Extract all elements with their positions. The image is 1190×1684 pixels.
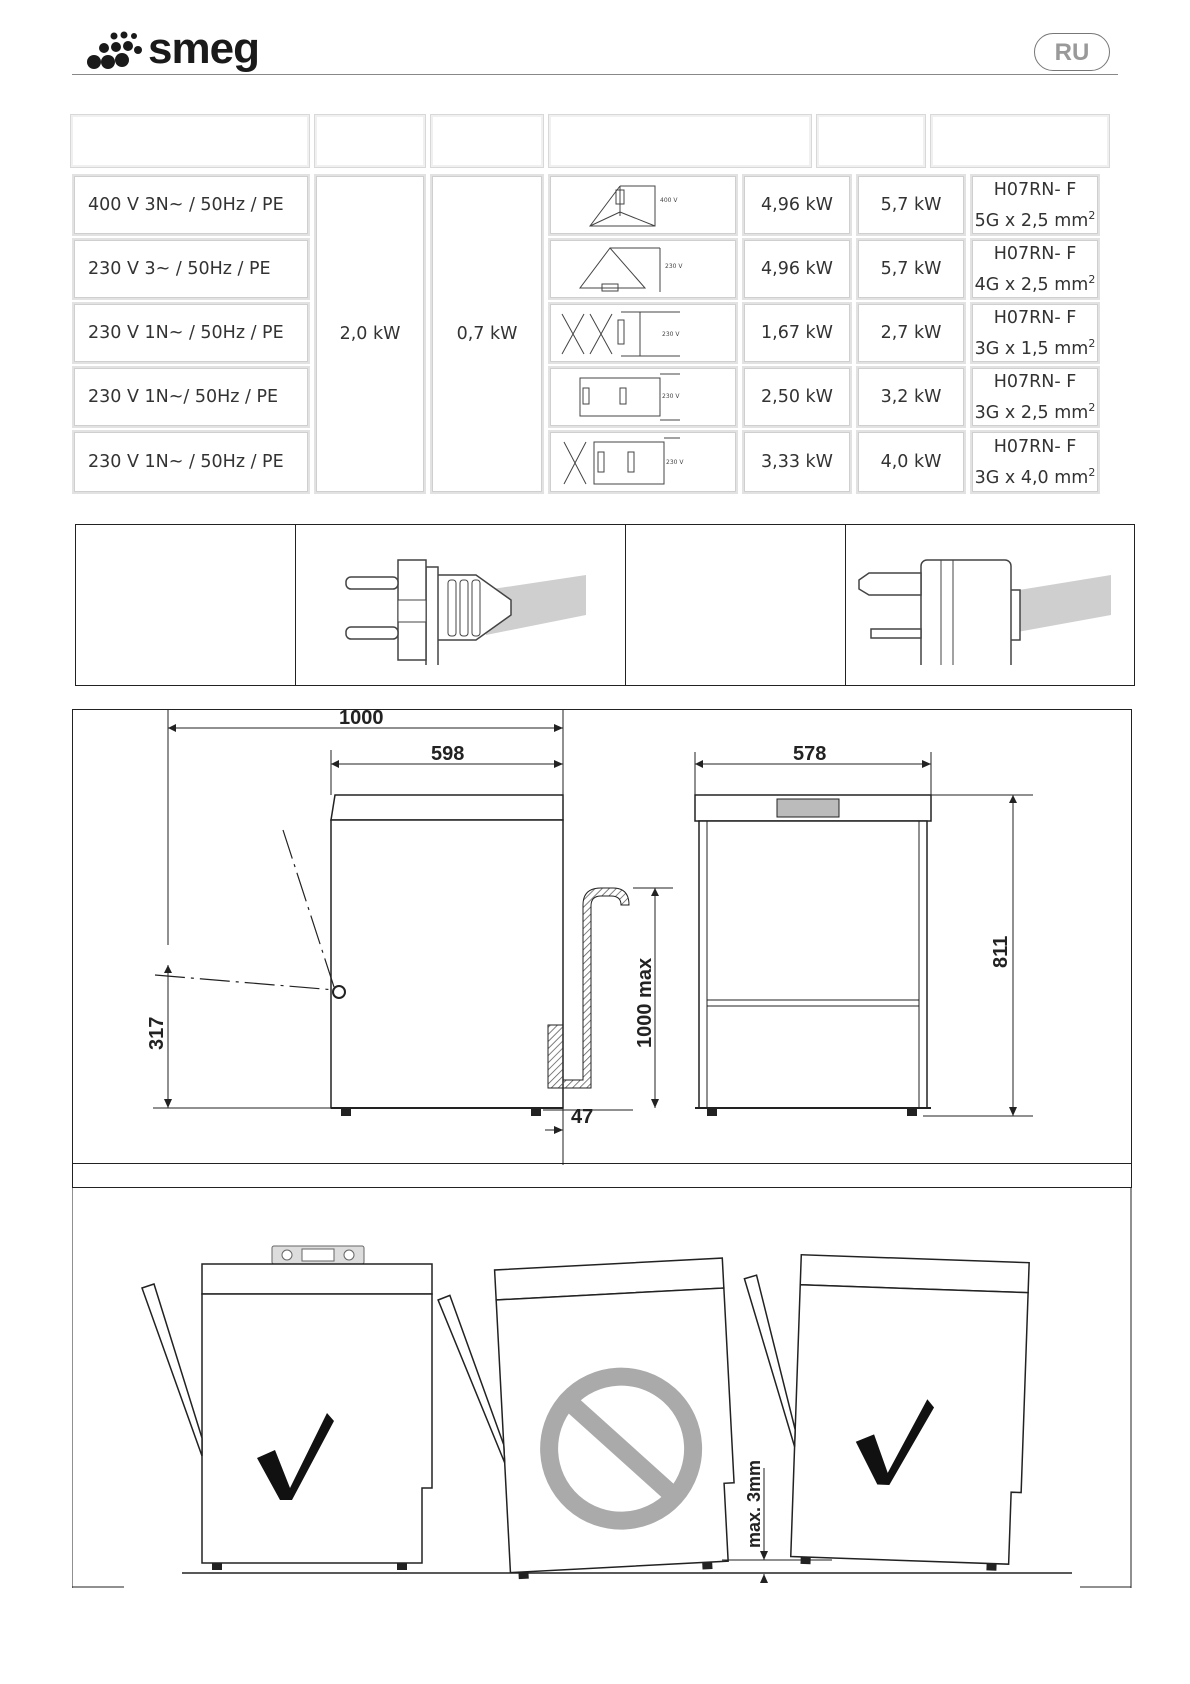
cable-type: H07RN- F — [993, 371, 1077, 392]
height-label: 811 — [990, 935, 1012, 968]
supply-cell: 230 V 1N~ / 50Hz / PE — [72, 430, 310, 494]
levelling-caption-row — [72, 1164, 1132, 1188]
dimensions-drawing — [72, 709, 1132, 1164]
diagram-voltage: 230 V — [665, 263, 683, 270]
max-tilt-label: max. 3mm — [744, 1459, 764, 1548]
drain-max-label: 1000 max — [634, 957, 656, 1048]
header-cell-pump — [430, 114, 544, 168]
header-divider — [72, 74, 1118, 75]
column-divider — [625, 525, 626, 685]
cable-type: H07RN- F — [993, 179, 1077, 200]
max-tilt-machine — [735, 1253, 1030, 1572]
header-cell-boiler — [314, 114, 426, 168]
levelling-drawing — [72, 1188, 1132, 1588]
brand-name: smeg — [148, 24, 259, 73]
cable-cell — [970, 238, 1100, 300]
max-power-cell: 2,7 kW — [856, 302, 966, 364]
wiring-diagram-single-3 — [548, 430, 738, 494]
level-machine — [142, 1246, 432, 1570]
column-divider — [845, 525, 846, 685]
total-power-cell: 1,67 kW — [742, 302, 852, 364]
diagram-voltage: 230 V — [666, 459, 684, 466]
machine-depth-label: 598 — [431, 743, 465, 765]
width-label: 578 — [793, 743, 827, 765]
logo-dots-icon — [86, 26, 148, 76]
supply-cell: 230 V 1N~ / 50Hz / PE — [72, 302, 310, 364]
wiring-diagram-star — [548, 174, 738, 236]
plug-types-table — [75, 524, 1135, 686]
supply-cell: 400 V 3N~ / 50Hz / PE — [72, 174, 310, 236]
header-cell-supply — [70, 114, 310, 168]
total-power-cell: 4,96 kW — [742, 174, 852, 236]
schuko-plug-icon — [316, 545, 616, 665]
wiring-diagram-single-2 — [548, 366, 738, 428]
cable-cell — [970, 430, 1100, 494]
supply-cell: 230 V 1N~/ 50Hz / PE — [72, 366, 310, 428]
smeg-logo — [86, 26, 286, 76]
wiring-diagram-single-1 — [548, 302, 738, 364]
diagram-voltage: 230 V — [662, 331, 680, 338]
cable-section: 5G x 2,5 $mm^2$ — [974, 208, 1096, 231]
column-divider — [295, 525, 296, 685]
total-power-cell: 2,50 kW — [742, 366, 852, 428]
cable-type: H07RN- F — [993, 307, 1077, 328]
cable-cell — [970, 366, 1100, 428]
supply-cell: 230 V 3~ / 50Hz / PE — [72, 238, 310, 300]
header-cell-cable — [930, 114, 1110, 168]
total-power-cell: 3,33 kW — [742, 430, 852, 494]
cable-cell — [970, 174, 1100, 236]
uk-plug-icon — [851, 545, 1131, 665]
boiler-power-cell: 2,0 kW — [314, 174, 426, 494]
pump-power-cell: 0,7 kW — [430, 174, 544, 494]
cable-cell — [970, 302, 1100, 364]
total-power-cell: 4,96 kW — [742, 238, 852, 300]
cable-section: 3G x 1,5 $mm^2$ — [974, 336, 1096, 359]
language-badge: RU — [1034, 33, 1110, 71]
header-cell-max — [816, 114, 926, 168]
cable-section: 4G x 2,5 $mm^2$ — [974, 272, 1096, 295]
tilted-machine — [437, 1258, 739, 1583]
cable-type: H07RN- F — [993, 243, 1077, 264]
cable-type: H07RN- F — [993, 436, 1077, 457]
electrical-spec-table — [70, 114, 1110, 500]
door-height-label: 317 — [146, 1016, 168, 1050]
cable-section: 3G x 2,5 $mm^2$ — [974, 400, 1096, 423]
max-power-cell: 5,7 kW — [856, 238, 966, 300]
max-power-cell: 4,0 kW — [856, 430, 966, 494]
max-power-cell: 3,2 kW — [856, 366, 966, 428]
header-cell-diagram — [548, 114, 812, 168]
total-depth-label: 1000 — [339, 710, 384, 729]
wiring-diagram-delta — [548, 238, 738, 300]
wall-gap-label: 47 — [571, 1106, 594, 1128]
cable-section: 3G x 4,0 $mm^2$ — [974, 465, 1096, 488]
diagram-voltage: 230 V — [662, 393, 680, 400]
diagram-voltage: 400 V — [660, 197, 678, 204]
max-power-cell: 5,7 kW — [856, 174, 966, 236]
